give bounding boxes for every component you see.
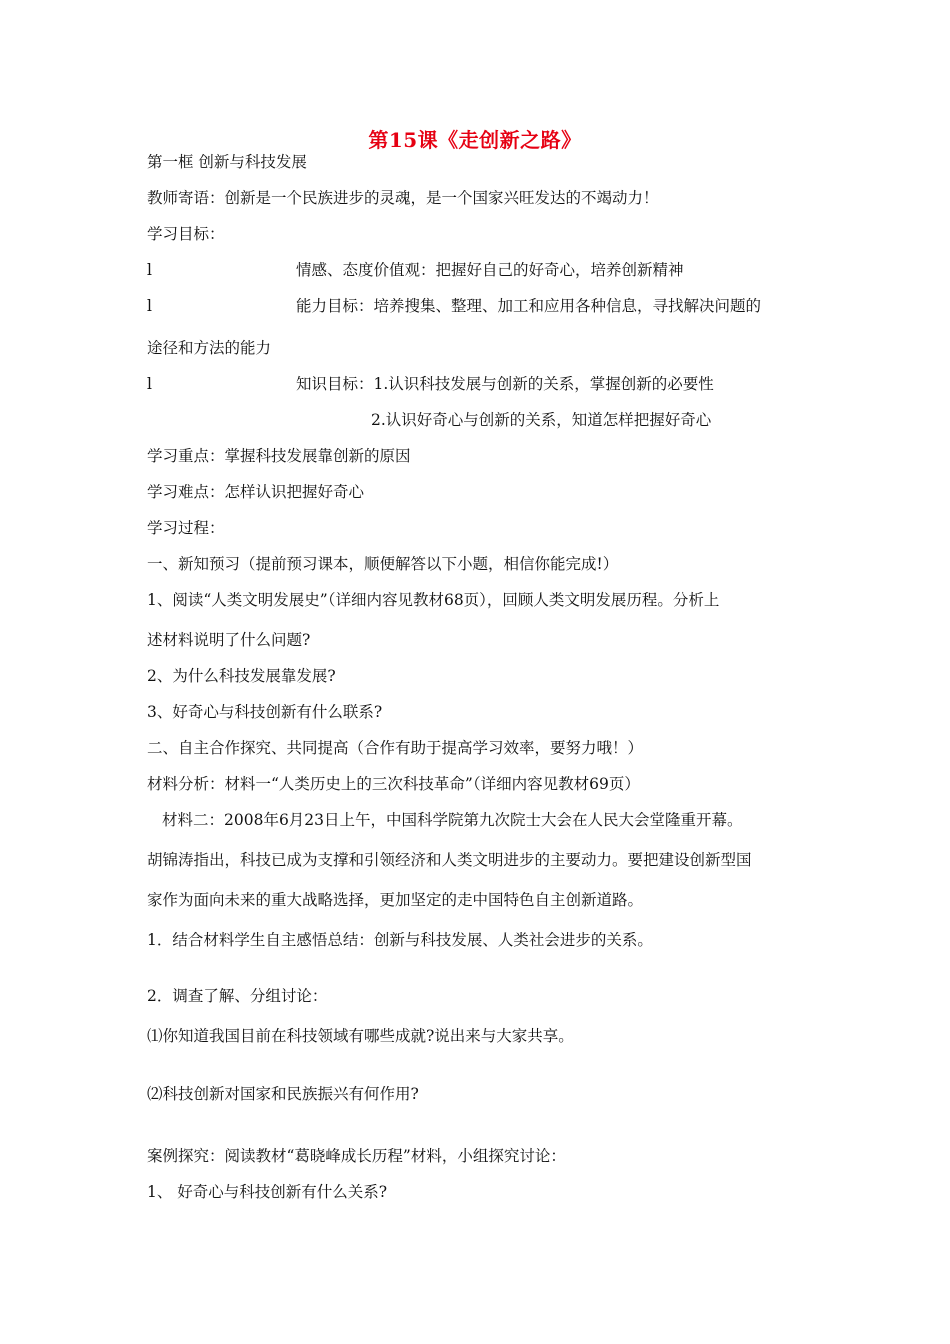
question-1-continued: 述材料说明了什么问题? [147, 631, 311, 649]
question-1: 1、阅读“人类文明发展史”（详细内容见教材68页），回顾人类文明发展历程。分析上 [147, 591, 720, 609]
task-2: 2．调查了解、分组讨论： [147, 987, 328, 1005]
goal-emotion: 情感、态度价值观：把握好自己的好奇心，培养创新精神 [296, 261, 684, 279]
task-1: 1．结合材料学生自主感悟总结：创新与科技发展、人类社会进步的关系。 [147, 931, 653, 949]
part1-heading: 一、新知预习（提前预习课本，顺便解答以下小题，相信你能完成!） [147, 555, 619, 573]
key-point: 学习重点：掌握科技发展靠创新的原因 [147, 447, 411, 465]
goal-ability-continued: 途径和方法的能力 [147, 339, 272, 357]
difficulty: 学习难点：怎样认识把握好奇心 [147, 483, 365, 501]
material-2-line3: 家作为面向未来的重大战略选择，更加坚定的走中国特色自主创新道路。 [147, 891, 644, 909]
section-heading: 第一框 创新与科技发展 [147, 153, 307, 171]
goal-ability: 能力目标：培养搜集、整理、加工和应用各种信息，寻找解决问题的 [296, 297, 762, 315]
goal-bullet: l [147, 297, 152, 315]
task-2-question-2: ⑵科技创新对国家和民族振兴有何作用? [147, 1085, 419, 1103]
goal-knowledge-continued: 2.认识好奇心与创新的关系，知道怎样把握好奇心 [371, 411, 712, 429]
case-study: 案例探究：阅读教材“葛晓峰成长历程”材料，小组探究讨论： [147, 1147, 566, 1165]
question-2: 2、为什么科技发展靠发展? [147, 667, 336, 685]
goals-label: 学习目标： [147, 225, 225, 243]
lesson-title: 第15课《走创新之路》 [368, 128, 582, 152]
material-2-line2: 胡锦涛指出，科技已成为支撑和引领经济和人类文明进步的主要动力。要把建设创新型国 [147, 851, 752, 869]
material-1: 材料分析：材料一“人类历史上的三次科技革命”（详细内容见教材69页） [147, 775, 640, 793]
goal-knowledge: 知识目标：1.认识科技发展与创新的关系，掌握创新的必要性 [296, 375, 714, 393]
goal-bullet: l [147, 261, 152, 279]
goal-bullet: l [147, 375, 152, 393]
case-question-1: 1、 好奇心与科技创新有什么关系? [147, 1183, 388, 1201]
part2-heading: 二、自主合作探究、共同提高（合作有助于提高学习效率，要努力哦！） [147, 739, 644, 757]
question-3: 3、好奇心与科技创新有什么联系? [147, 703, 383, 721]
process-label: 学习过程： [147, 519, 225, 537]
teacher-message: 教师寄语：创新是一个民族进步的灵魂，是一个国家兴旺发达的不竭动力！ [147, 189, 659, 207]
material-2: 材料二：2008年6月23日上午，中国科学院第九次院士大会在人民大会堂隆重开幕。 [162, 811, 743, 829]
task-2-question-1: ⑴你知道我国目前在科技领域有哪些成就?说出来与大家共享。 [147, 1027, 574, 1045]
